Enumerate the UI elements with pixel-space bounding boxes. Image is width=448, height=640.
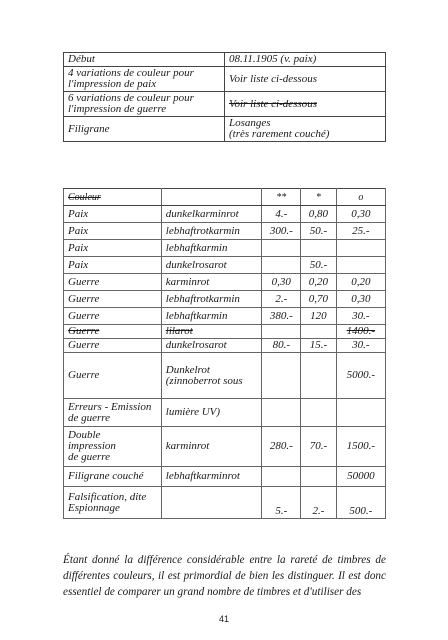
type-line: impression [68, 440, 116, 452]
label-cell: Filigrane [64, 117, 225, 142]
table-row [64, 240, 386, 257]
type-cell: Guerre [64, 274, 162, 291]
type-line: Erreurs - Emission [68, 400, 152, 413]
table-row [64, 117, 386, 142]
price-cell [301, 467, 337, 487]
color-line: (zinnoberrot sous [165, 374, 243, 387]
table-row [64, 223, 386, 240]
price-cell: 0,30 [336, 291, 385, 308]
price-cell [262, 353, 301, 399]
price-cell: 70.- [301, 427, 337, 467]
price-cell [336, 399, 385, 427]
header-cell: ** [262, 189, 301, 206]
page-number: 41 [218, 614, 229, 624]
type-line: de guerre [68, 411, 111, 424]
value-line: Losanges [229, 117, 271, 129]
type-line: Double [68, 429, 101, 441]
price-cell: 50.- [301, 223, 337, 240]
price-cell [301, 325, 337, 339]
header-cell: Couleur [64, 189, 162, 206]
color-cell: karminrot [161, 427, 262, 467]
price-cell [301, 353, 337, 399]
header-cell: * [301, 189, 337, 206]
color-cell [161, 353, 262, 399]
price-cell: 5000.- [336, 353, 385, 399]
price-cell [336, 257, 385, 274]
body-paragraph: Étant donné la différence considérable entre la rareté de timbres de différentes couleurs, il est primordial de bien les distinguer. Il est donc essentiel de comparer un grand nombre de timbres et d'utiliser des [63, 554, 386, 598]
table-row [64, 325, 386, 339]
type-cell [64, 399, 162, 427]
price-cell [262, 257, 301, 274]
color-cell: lilarot [161, 325, 262, 339]
price-cell: 300.- [262, 223, 301, 240]
price-cell: 0,20 [336, 274, 385, 291]
price-cell: 4.- [262, 206, 301, 223]
value-cell [225, 117, 386, 142]
type-line: de guerre [68, 451, 111, 463]
price-cell: 1500.- [336, 427, 385, 467]
price-cell: 1400.- [336, 325, 385, 339]
table-row [64, 308, 386, 325]
type-cell: Guerre [64, 325, 162, 339]
table-row [64, 353, 386, 399]
price-cell: 5.- [262, 487, 301, 519]
table-row [64, 53, 386, 67]
value-cell: 08.11.1905 (v. paix) [225, 53, 386, 67]
price-cell: 500.- [336, 487, 385, 519]
table-row [64, 487, 386, 519]
price-cell [262, 240, 301, 257]
price-cell: 2.- [301, 487, 337, 519]
header-cell [161, 189, 262, 206]
header-row [64, 189, 386, 206]
label-cell: 6 variations de couleur pour l'impression de guerre [64, 92, 225, 117]
price-cell: 0,30 [336, 206, 385, 223]
type-cell: Paix [64, 206, 162, 223]
type-cell [64, 487, 162, 519]
type-line: Falsification, dite [68, 490, 147, 503]
price-cell: 30.- [336, 308, 385, 325]
table-row [64, 427, 386, 467]
value-cell: Voir liste ci-dessous [225, 67, 386, 92]
price-cell [262, 325, 301, 339]
label-cell: Début [64, 53, 225, 67]
type-cell: Paix [64, 240, 162, 257]
table-row [64, 257, 386, 274]
table-row [64, 274, 386, 291]
type-cell: Guerre [64, 291, 162, 308]
price-cell: 0,20 [301, 274, 337, 291]
price-cell: 0,30 [262, 274, 301, 291]
price-cell [301, 240, 337, 257]
price-cell [262, 399, 301, 427]
color-cell: lebhaftkarmin [161, 240, 262, 257]
table-row [64, 339, 386, 353]
price-cell: 50.- [301, 257, 337, 274]
color-cell: dunkelkarminrot [161, 206, 262, 223]
color-table [63, 188, 386, 519]
color-cell: lebhaftkarminrot [161, 467, 262, 487]
type-cell: Guerre [64, 308, 162, 325]
table-row [64, 467, 386, 487]
summary-table [63, 52, 386, 142]
type-cell: Guerre [64, 339, 162, 353]
value-cell: Voir liste ci-dessous [225, 92, 386, 117]
price-cell: 80.- [262, 339, 301, 353]
price-cell: 50000 [336, 467, 385, 487]
value-line: (très rarement couché) [229, 128, 330, 140]
type-cell: Filigrane couché [64, 467, 162, 487]
color-cell [161, 487, 262, 519]
color-cell: karminrot [161, 274, 262, 291]
price-cell: 0,70 [301, 291, 337, 308]
table-row [64, 399, 386, 427]
price-cell: 380.- [262, 308, 301, 325]
label-cell: 4 variations de couleur pour l'impression de paix [64, 67, 225, 92]
table-row [64, 92, 386, 117]
type-cell: Paix [64, 223, 162, 240]
price-cell: 25.- [336, 223, 385, 240]
color-cell: lebhaftrotkarmin [161, 291, 262, 308]
type-line: Espionnage [68, 501, 120, 514]
price-cell [336, 240, 385, 257]
type-cell [64, 427, 162, 467]
color-cell: lebhaftkarmin [161, 308, 262, 325]
price-cell [262, 467, 301, 487]
price-cell: 2.- [262, 291, 301, 308]
price-cell: 280.- [262, 427, 301, 467]
color-cell: lebhaftrotkarmin [161, 223, 262, 240]
type-cell: Guerre [64, 353, 162, 399]
price-cell: 120 [301, 308, 337, 325]
header-cell: o [336, 189, 385, 206]
color-cell: lumière UV) [161, 399, 262, 427]
color-line: Dunkelrot [165, 363, 210, 376]
price-cell: 30.- [336, 339, 385, 353]
price-cell [301, 399, 337, 427]
color-cell: dunkelrosarot [161, 257, 262, 274]
color-cell: dunkelrosarot [161, 339, 262, 353]
price-cell: 15.- [301, 339, 337, 353]
table-row [64, 291, 386, 308]
table-row [64, 67, 386, 92]
type-cell: Paix [64, 257, 162, 274]
table-row [64, 206, 386, 223]
price-cell: 0,80 [301, 206, 337, 223]
